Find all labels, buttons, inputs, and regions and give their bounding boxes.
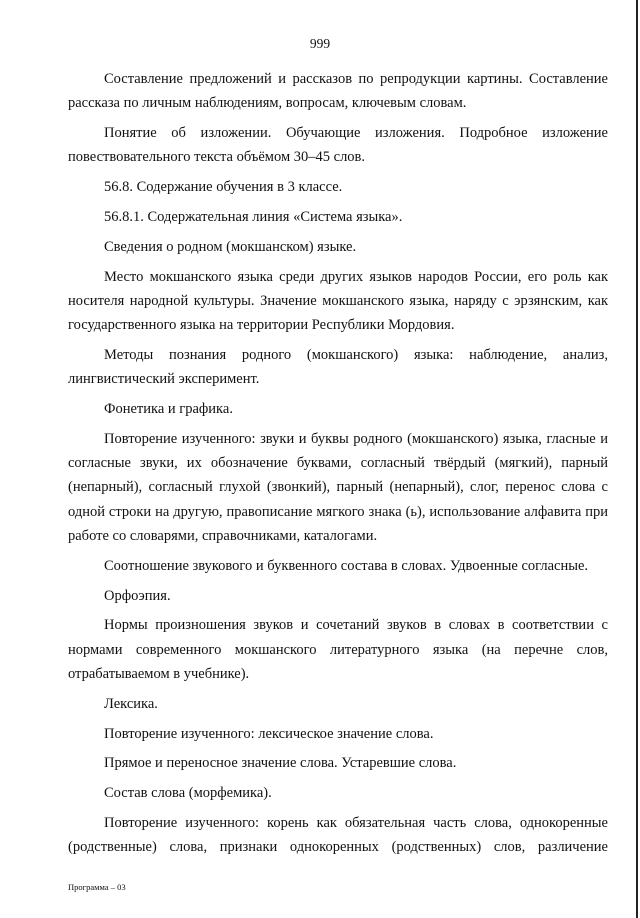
paragraph-2: Понятие об изложении. Обучающие изложения. Подробное изложение повествовательного текста объёмом 30–45 слов.: [68, 125, 608, 166]
subsection-heading: 56.8.1. Содержательная линия «Система языка».: [104, 208, 403, 225]
topic-heading-morphemics: Состав слова (морфемика).: [104, 785, 272, 802]
paragraph-12: Нормы произношения звуков и сочетаний звуков в словах в соответствии с нормами современного мокшанского литературного языка (на перечне слов, отрабатываемом в учебнике).: [68, 617, 608, 683]
page-number: 999: [309, 36, 331, 51]
scan-edge: [636, 0, 638, 918]
section-heading: 56.8. Содержание обучения в 3 классе.: [104, 179, 343, 196]
paragraph-15: Прямое и переносное значение слова. Устаревшие слова.: [104, 755, 457, 772]
paragraph-7: Методы познания родного (мокшанского) языка: наблюдение, анализ, лингвистический эксперимент.: [68, 346, 608, 388]
paragraph-14: Повторение изученного: лексическое значение слова.: [104, 725, 434, 742]
paragraph-17: Повторение изученного: корень как обязательная часть слова, однокоренные (родственные) слова, признаки однокоренных (родственных) слов, различение: [68, 815, 608, 856]
paragraph-1: Составление предложений и рассказов по репродукции картины. Составление рассказа по личным наблюдениям, вопросам, ключевым словам.: [68, 71, 608, 112]
paragraph-5: Сведения о родном (мокшанском) языке.: [104, 238, 357, 255]
topic-heading-phonetics: Фонетика и графика.: [104, 401, 233, 418]
topic-heading-orthoepy: Орфоэпия.: [104, 587, 171, 604]
paragraph-6: Место мокшанского языка среди других языков народов России, его роль как носителя народной культуры. Значение мокшанского языка, наряду с эрзянским, как государственного языка на территории Республики Мордовия.: [68, 268, 608, 334]
body-text: [68, 67, 608, 865]
paragraph-10: Соотношение звукового и буквенного состава в словах. Удвоенные согласные.: [104, 557, 589, 574]
topic-heading-lexicon: Лексика.: [104, 695, 158, 712]
paragraph-9: Повторение изученного: звуки и буквы родного (мокшанского) языка, гласные и согласные звуки, их обозначение буквами, согласный твёрдый (мягкий), парный (непарный), согласный глухой (звонкий), парный (непарный), слог, перенос слова с одной строки на другую, правописание мягкого знака (ь), использование алфавита при работе со словарями, справочниками, каталогами.: [68, 430, 608, 545]
footer-label: Программа – 03: [68, 882, 126, 892]
